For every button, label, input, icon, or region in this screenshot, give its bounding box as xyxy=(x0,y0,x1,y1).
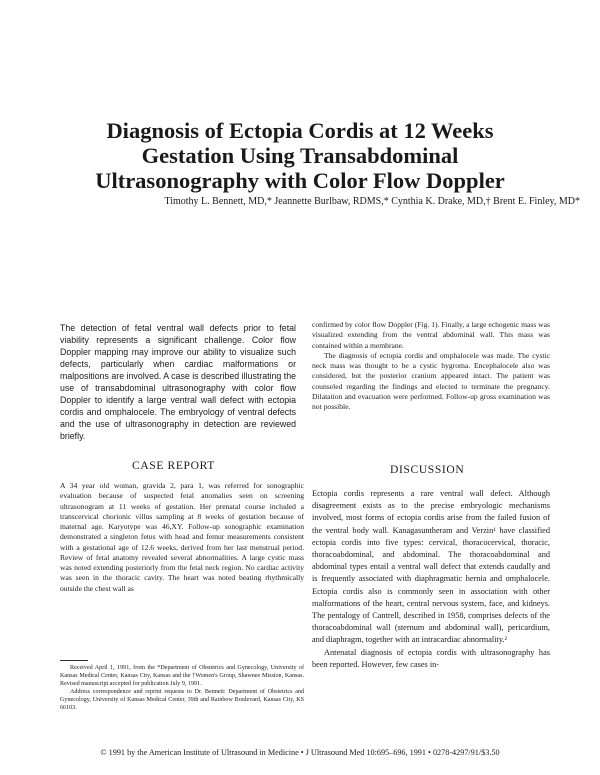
right-column-top xyxy=(312,320,550,412)
footnotes xyxy=(60,664,304,713)
title-line-1: Diagnosis of Ectopia Cordis at 12 Weeks xyxy=(106,118,494,143)
discussion-paragraph-2: Antenatal diagnosis of ectopia cordis with ultrasonography has been reported. However, few cases in- xyxy=(312,647,550,669)
case-report-body xyxy=(60,481,304,594)
title-line-3: Ultrasonography with Color Flow Doppler xyxy=(95,168,505,193)
article-title xyxy=(30,118,570,193)
received-note: Received April 1, 1991, from the *Department of Obstetrics and Gynecology, University of Kansas Medical Center, Kansas City, Kansas and the †Women's Group, Shawnee Mission, Kansas. Revised manuscript accepted for publication July 9, 1991. xyxy=(60,665,304,688)
abstract: The detection of fetal ventral wall defects prior to fetal viability represents a significant challenge. Color flow Doppler mapping may improve our ability to visualize such defects, particularly when cardiac malformations or malpositions are involved. A case is described illustrating the use of transabdominal ultrasonography with color flow Doppler to identify a large ventral wall defect with ectopia cordis and omphalocele. The embryology of ventral defects and the use of ultrasonography in detection are reviewed briefly. xyxy=(60,323,296,442)
title-line-2: Gestation Using Transabdominal xyxy=(141,143,459,168)
discussion-heading: DISCUSSION xyxy=(390,463,465,476)
diagnosis-paragraph: The diagnosis of ectopia cordis and omphalocele was made. The cystic neck mass was thought to be a cystic hygroma. Encephalocele also was considered, but the posterior cranium appeared intact. The patient was counseled regarding the findings and elected to terminate the pregnancy. Dilatation and evacuation were performed. Follow-up gross examination was not possible. xyxy=(312,350,550,411)
author-list: Timothy L. Bennett, MD,* Jeannette Burlbaw, RDMS,* Cynthia K. Drake, MD,† Brent E. Finley, MD* xyxy=(164,196,580,207)
case-report-paragraph: A 34 year old woman, gravida 2, para 1, was referred for sonographic evaluation because of suspected fetal anomalies seen on screening ultrasonogram at 11 weeks of gestation. Her prenatal course included a transcervical chorionic villus sampling at 8 weeks of gestation because of maternal age. Karyotype was 46,XY. Follow-up sonographic examination demonstrated a singleton fetus with head and femur measurements consistent with a gestational age of 12.6 weeks, derived from her last menstrual period. Review of fetal anatomy revealed several abnormalities. A large cystic mass was noted extending posteriorly from the fetal neck region. No cardiac activity was seen in the thoracic cavity. The heart was noted beating rhythmically outside the chest wall as xyxy=(60,481,304,593)
copyright-footer: © 1991 by the American Institute of Ultrasound in Medicine • J Ultrasound Med 10:695–696, 1991 • 0278-4297/91/$3.50 xyxy=(100,748,500,757)
discussion-paragraph-1: Ectopia cordis represents a rare ventral wall defect. Although disagreement exists as to the precise embryologic mechanisms involved, most forms of ectopia cordis arise from the failed fusion of the ventral body wall. Kanagasuntheram and Verzin¹ have classified ectopia cordis into five types: cervical, thoracocervical, thoracic, thoracoabdominal, and abdominal. The thoracoabdominal and abdominal types entail a ventral wall defect that extends caudally and is frequently associated with diaphragmatic hernia and omphalocele. Ectopia cordis also is commonly seen in association with other malformations of the heart, central nervous system, face, and kidneys. The pentalogy of Cantrell, described in 1958, comprises defects of the thoracoabdominal wall (sternum and abdominal wall), pericardium, and diaphragm, together with an intracardiac abnormality.² xyxy=(312,489,550,645)
case-report-heading: CASE REPORT xyxy=(132,459,215,472)
discussion-body xyxy=(312,488,550,671)
correspondence-note: Address correspondence and reprint requests to Dr. Bennett: Department of Obstetrics and Gynecology, University of Kansas Medical Center, 39th and Rainbow Boulevard, Kansas City, KS 66103. xyxy=(60,689,304,712)
footnote-divider xyxy=(60,660,88,661)
case-continuation-paragraph: confirmed by color flow Doppler (Fig. 1). Finally, a large echogenic mass was visualized extending from the ventral abdominal wall. This mass was contained within a membrane. xyxy=(312,320,550,350)
